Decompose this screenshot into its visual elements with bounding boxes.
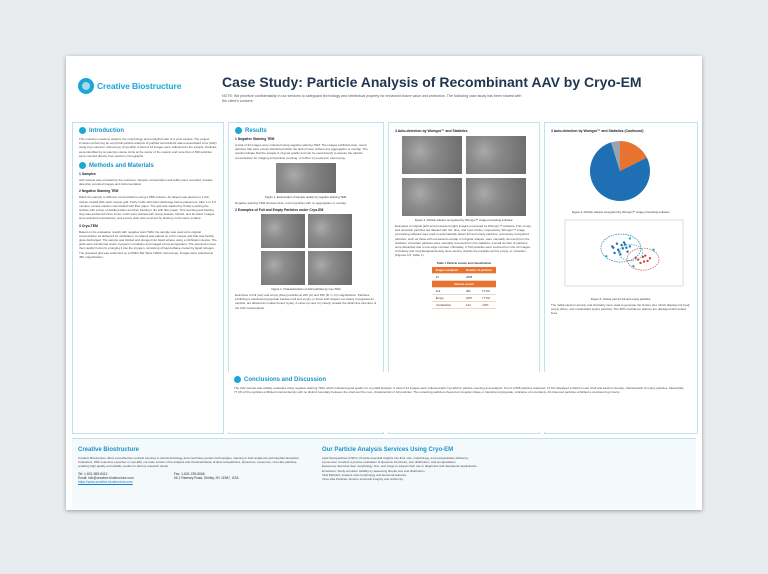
scatter-point (642, 256, 644, 258)
table-cell: 44 (432, 273, 462, 280)
methods-heading: Methods and Materials (79, 162, 223, 169)
scatter-point (616, 243, 618, 245)
scatter-point (639, 262, 641, 264)
table-row: Full 482 17.6% (432, 287, 497, 294)
scatter-plot-frame (565, 220, 683, 286)
service-item: Exosomes: Examine their morphology, size, and cargo to support their use in diagnostic and therapeutic applications. (322, 464, 478, 469)
table-header: Images analyzed (432, 267, 462, 274)
tel: Tel: 1-631-559-8412 (78, 471, 108, 476)
cryo-image-c (261, 251, 305, 285)
conclusion-section (228, 372, 696, 432)
methods-samples-text: AAV sample was provided by the customer. Sample concentration and buffer were recorded. Greater detection provided images and instrumentation. (79, 178, 213, 187)
scatter-point (605, 255, 607, 257)
bottom-bar (72, 438, 696, 509)
logo-icon (78, 78, 94, 94)
logo (78, 78, 181, 94)
intro-text: This customer needs to analyze the morphology and empty/full ratio of a virus sample. The project involves performing an empty/full particle analysis of purified recombinant adeno-associated virus (AAV) using Cryo-electron microscopy (Cryo-EM). A total of 44 images were collected for the sample. Particles were identified by an electron-dense circle at the center of the capsid, and more than 2,500 particles were counted directly from electron micrographs. (79, 137, 217, 158)
methods-negstain-title: 2 Negative Staining TEM (79, 189, 119, 194)
scatter-point (652, 249, 654, 251)
address: 45-1 Ramsey Road, Shirley, NY 11967, USA (173, 476, 239, 481)
table-cell: 2808 (462, 273, 496, 280)
section-icon (234, 376, 241, 383)
poster-title: Case Study: Particle Analysis of Recombinant AAV by Cryo-EM (222, 74, 642, 90)
scatter-point (626, 250, 628, 252)
cryo-image-a (261, 214, 305, 248)
scatter-point (635, 256, 637, 258)
scatter-point (625, 247, 627, 249)
cryo-image-d (308, 251, 352, 285)
header (66, 56, 702, 112)
section-icon (235, 127, 242, 134)
results-cryo-title: 2 Examples of Full and Empty Particles under Cryo-EM (235, 208, 324, 213)
results-negstain-title: 1 Negative Staining TEM (235, 137, 275, 141)
content-area (72, 122, 696, 434)
scatter-point (632, 265, 634, 267)
poster (66, 56, 702, 510)
table-header: Particle counts (432, 280, 497, 287)
autodetect-image-1 (402, 136, 462, 174)
website-link[interactable]: https://www.creative-biostructure.com (78, 480, 133, 485)
autodetect-image-3 (402, 178, 462, 216)
service-item: Lipid Nanoparticles (LNPs): Provide essential insights into their size, morphology, and encapsulation efficiency. (322, 456, 469, 460)
pie-chart (545, 135, 695, 205)
methods-cryotem-title: 3 Cryo-TEM (79, 223, 98, 228)
results-heading: Results (235, 127, 383, 134)
figure-3-caption: Figure 3. Particle classes recognized by Womgro™ image processing software. (414, 218, 514, 222)
scatter-point (613, 252, 615, 254)
autodetect-title: 3 Auto-detection by Womgro™ and Statistics (395, 129, 468, 133)
table-1-title: Table 1 Particle counts and classification (436, 260, 492, 265)
scatter-point (646, 260, 648, 262)
service-item: Viral Particles: Analyze viral morphology and structural features. (322, 472, 407, 477)
autodetect-images (389, 136, 539, 216)
service-item: Liposomes: Conduct a precise evaluation of liposome structures, size distribution, and encapsulation. (322, 460, 457, 465)
intro-heading: Introduction (79, 127, 223, 134)
figure-2-text: Examples of full (red) and empty (blue) particles at 22K (A) and 45K (B, C, D) magnification. Particles exhibiting a transitional grayscale between full and empty, or those with shapes not clearly recognized as capsids, are labeled as undetermined (cyan). A close-up view (C) clearly reveals the distinctive structure of the AAV nucleocapsid. (235, 293, 377, 310)
section-icon (79, 162, 86, 169)
fax: Fax: 1-631-239-8066 (173, 471, 205, 476)
table-row: Unclassified 124 4.8% (432, 301, 497, 308)
table-row: Empty 2257 77.6% (432, 294, 497, 301)
cryo-image-grid (229, 214, 383, 285)
negative-stain-image (276, 163, 336, 193)
figure-4-caption: Figure 4. Particle classes recognized by Womgro™ image processing software. (571, 210, 671, 214)
scatter-point (649, 257, 651, 259)
services-heading: Our Particle Analysis Services Using Cryo-EM (322, 447, 454, 453)
services-section (322, 443, 690, 481)
autodetect-text: Examples of original (left) and processed (right) images processed by Womgro™ software. Full, empty, and uncertain particles are labeled with red, blue, and cyan circles, respectively. Womgro™ image processing software was used to automatically detect full and empty particles, recursively recognized particles, such as those with occasional overlap or irregular shapes, were manually removed from the statistics. Uncertain particles were manually removed from the statistics. A small number of particles were discarded due to low edge contrast. Ultimately, 2,793 particles were counted from the 44 images. Circularity and morphological density were used to classify the particles as full, empty, or uncertain (Figures 4-5, Table 1). (395, 224, 532, 258)
company-heading: Creative Biostructure (78, 447, 140, 453)
confidentiality-note: NOTE: We prioritize confidentiality in our services to safeguard technology and intellectual property for enhanced future value and protection. The following case study has been shared with the client's consent. (222, 94, 522, 103)
autodetect-image-4 (466, 178, 526, 216)
scatter-point (620, 244, 622, 246)
figure-2-caption: Figure 2. Characterization of AAV particles by cryo-TEM (271, 287, 341, 292)
cryo-image-b (308, 214, 352, 248)
scatter-point (629, 245, 631, 247)
scatter-point (612, 247, 614, 249)
table-header: Number of particles (462, 267, 496, 274)
conclusion-heading: Conclusions and Discussion (234, 376, 696, 383)
scatter-point (643, 260, 645, 262)
methods-negstain-text: Dilute the sample to different concentrations using a PBS solution. An aliquot was placed on a thin, carbon-coated 200-mesh copper grid. Purify Grids with Glow discharge before placement. After 1 to 3.5 minutes, excess solution was blotted with filter paper. The grid was washed by briefly touching the surface with a drop of distilled water and then blotting it dry with filter paper. This touching and blotting step was performed three times. Grids were stained with uranyl acetate, blotted, and air-dried. Images were acquired successively, and excess stain was removed by blotting on the same surface. (79, 195, 216, 221)
cluster-text: The radial electron density and circularity were used to generate the cluster plot, which displays full (red), empty (blue), and unclassified (cyan) particles. The 95% confidence ellipses are displayed with dotted lines. (551, 303, 691, 316)
results-negstain-text: A total of 33 images were collected using negative staining TEM. The images exhibited clear, round particles that were evenly distributed within the field of view, without any aggregation or overlap. The results indicate that the sample is of good quality and can be used directly to acquire the particle concentration for imaging and particle counting, to further cryo-electron microscopy. (235, 143, 368, 160)
service-item: Virus-Like Particles: Ensure structural integrity and uniformity. (322, 477, 404, 482)
methods-cryotem-text: Based on the evaluation results with negative stain TEM, the sample was used at its original concentration as delivered for vitrification. An aliquot was placed on a thin copper grid that was freshly glow-discharged. The sample was blotted and plunged into liquid ethane using a vitrification device. The grids were transferred under cryogenic conditions and imaged at low temperature. The specimens were then rapidly frozen by plunging it into the cryogen, consisting of liquid ethane cooled by liquid nitrogen. The prepared grid was examined on a 200kV FEI Talos F200C microscope. Images were collected at 45K magnification. (79, 229, 217, 259)
contact-left (78, 472, 134, 485)
autodetect-image-2 (466, 136, 526, 174)
email: Email: info@creative-biostructure.com (78, 476, 134, 481)
contact-right (174, 472, 239, 485)
figure-1-note: Negative staining TEM showed clear, round particles with no aggregation or overlap. (235, 200, 347, 205)
section-icon (79, 127, 86, 134)
scatter-point (644, 254, 646, 256)
intro-methods-column (72, 122, 224, 434)
logo-text: Creative Biostructure (97, 81, 182, 91)
figure-5-caption: Figure 5. Cluster plot for full and empty particles. (590, 297, 652, 301)
particle-table (432, 267, 497, 309)
service-item: Emulsions: Study emulsion stability by assessing droplet size and distribution. (322, 468, 426, 473)
contact-info (78, 472, 308, 485)
autodetect-continued-title: 3 Auto-detection by Womgro™ and Statistics (Continued) (551, 129, 644, 133)
figure-1-caption: Figure 1. Examination of sample quality by negative staining TEM. (265, 194, 347, 199)
conclusion-text: The AAV sample was initially evaluated using negative staining TEM, which indicated good quality for cryo-EM analysis. A total of 44 images were collected with cryo-EM for particle counting and analysis. Out of 2,808 particles analyzed, 17.6% displayed a distinct outer shell and electron density, characteristic of empty particles. Meanwhile, 77.6% of the particles exhibited internal density with no distinct boundary between the shell and the core, characteristic of full particles. The remaining particles showed an irregular shape or transitional grayscale, indicative of uncertainty. All observed particles exhibited a consistent symmetry. (234, 386, 685, 395)
scatter-chart (545, 216, 695, 292)
methods-samples-title: 1 Samples (79, 172, 96, 177)
company-text: Creative Biostructure offers cost-effective contract services in structural biology and membrane protein technologies, catering to both academic and biopharmaceutical institutions. With extensive expertise in cryo-EM, our team excels in the analysis and characterization of lipid nanoparticles, liposomes, exosomes, virus-like particles, enabling high-quality and reliable results for diverse research needs. (78, 456, 299, 469)
company-section (78, 443, 308, 485)
scatter-point (629, 237, 631, 239)
